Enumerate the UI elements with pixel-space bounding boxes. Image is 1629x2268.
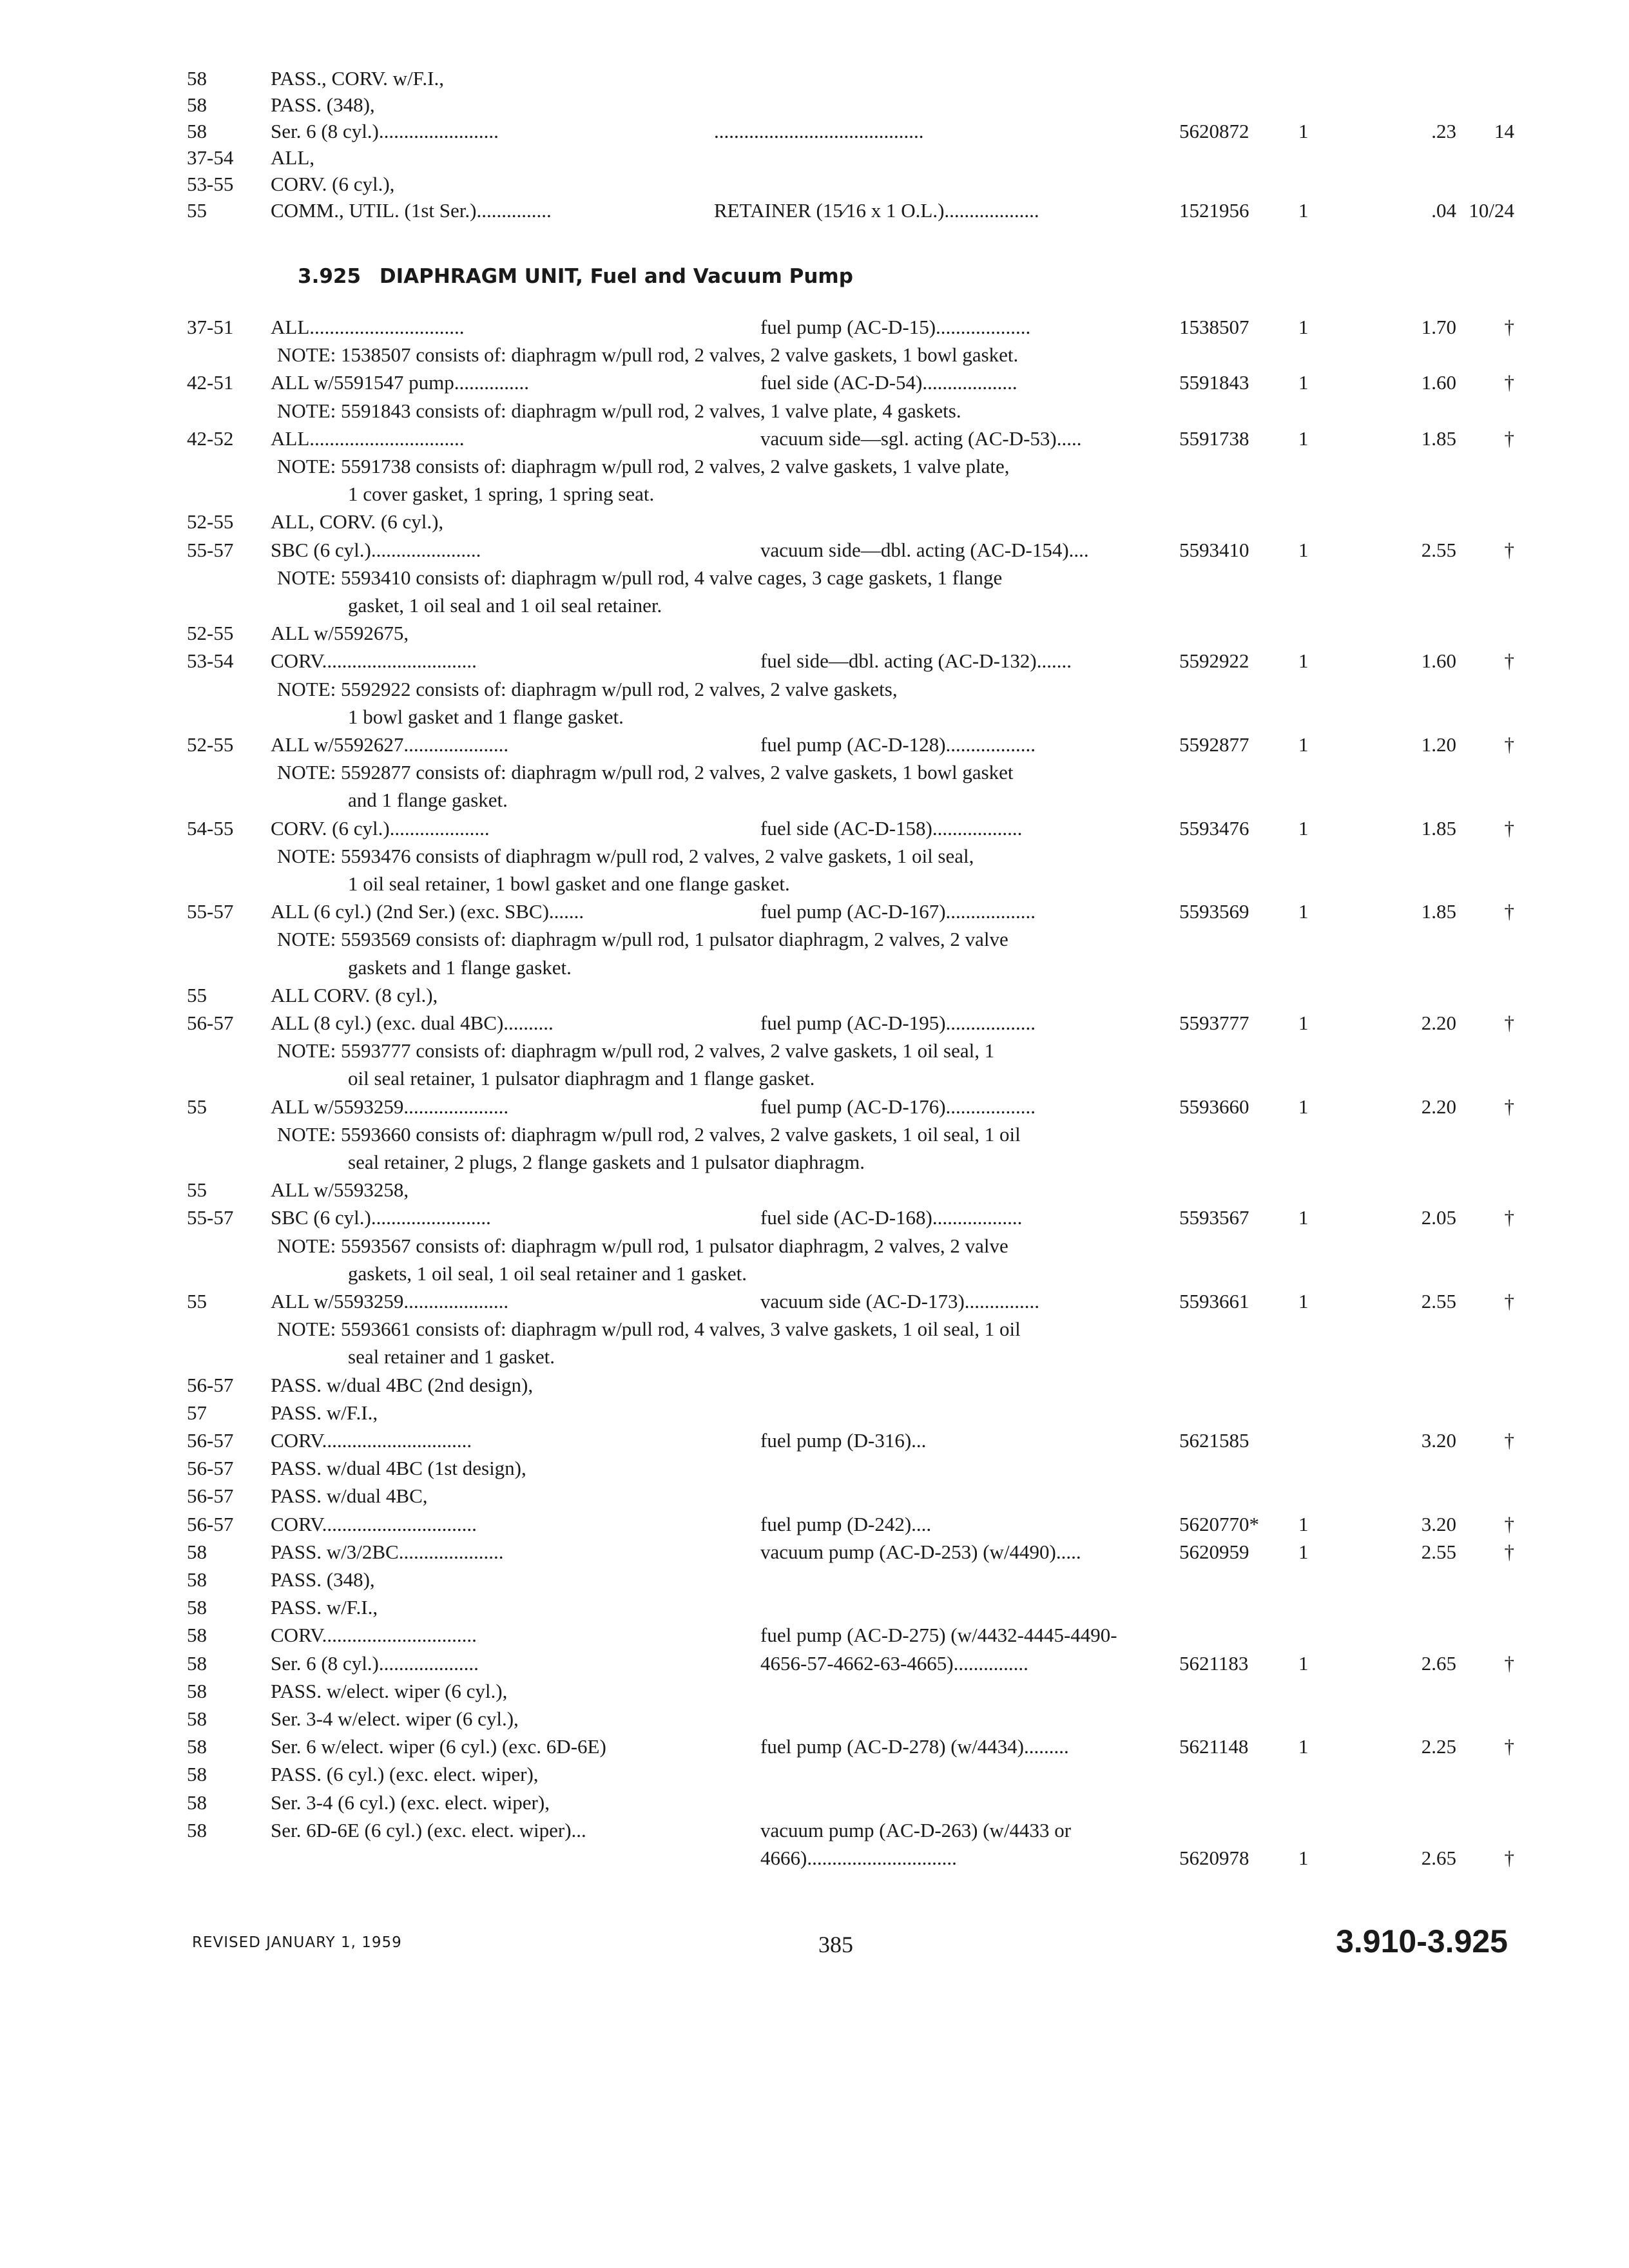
model-description: CORV.............................. [271, 1429, 472, 1452]
part-row [0, 1291, 1629, 1317]
year-range: 56-57 [187, 1485, 234, 1508]
list-price: 1.85 [1421, 816, 1456, 840]
year-range: 42-52 [187, 427, 234, 450]
part-row [0, 1180, 1629, 1206]
model-description: Ser. 6 (8 cyl.)........................ [271, 120, 499, 142]
list-price: 2.05 [1421, 1206, 1456, 1229]
price-note: † [1504, 649, 1514, 673]
price-note: † [1504, 1540, 1514, 1563]
quantity: 1 [1298, 900, 1309, 923]
list-price: 2.55 [1421, 1540, 1456, 1563]
part-row [0, 651, 1629, 677]
note-text: 1 bowl gasket and 1 flange gasket. [348, 705, 624, 728]
year-range: 55 [187, 983, 207, 1006]
part-row [0, 1597, 1629, 1623]
year-range: 55-57 [187, 1206, 234, 1229]
part-number: 1538507 [1179, 316, 1249, 338]
part-description: fuel pump (D-316)... [760, 1429, 927, 1452]
price-note: † [1504, 1290, 1514, 1312]
note-text: 1 cover gasket, 1 spring, 1 spring seat. [348, 483, 655, 506]
model-description: PASS. w/dual 4BC (2nd design), [271, 1373, 534, 1396]
part-description: 4666).............................. [760, 1847, 957, 1869]
model-description: ALL w/5593259..................... [271, 1095, 509, 1118]
part-number: 5593410 [1179, 538, 1249, 561]
note-line [0, 1124, 1629, 1150]
price-note: † [1504, 1651, 1514, 1675]
note-line [0, 1068, 1629, 1094]
list-price: 1.60 [1421, 649, 1456, 673]
quantity: 1 [1298, 816, 1309, 840]
model-description: ALL............................... [271, 316, 465, 338]
price-note: † [1504, 816, 1514, 840]
part-description: fuel side—dbl. acting (AC-D-132)....... [760, 649, 1072, 673]
list-price: 2.65 [1421, 1651, 1456, 1675]
price-note: † [1504, 1735, 1514, 1758]
year-range: 58 [187, 1763, 207, 1786]
quantity: 1 [1298, 1290, 1309, 1312]
note-line [0, 707, 1629, 733]
year-range: 55-57 [187, 900, 234, 923]
part-number: 5591843 [1179, 371, 1249, 394]
model-description: COMM., UTIL. (1st Ser.)............... [271, 199, 552, 222]
year-range: 58 [187, 1707, 207, 1730]
year-range: 54-55 [187, 816, 234, 840]
part-row [0, 121, 1629, 147]
list-price: 2.20 [1421, 1095, 1456, 1118]
quantity: 1 [1298, 1095, 1309, 1118]
quantity: 1 [1298, 733, 1309, 756]
list-price: 1.85 [1421, 900, 1456, 923]
list-price: 1.85 [1421, 427, 1456, 450]
part-number: 5592922 [1179, 649, 1249, 673]
part-row [0, 540, 1629, 566]
part-row [0, 1848, 1629, 1874]
part-number: 1521956 [1179, 199, 1249, 222]
part-row [0, 200, 1629, 226]
list-price: .23 [1431, 120, 1456, 142]
page-number: 385 [818, 1932, 853, 1957]
year-range: 57 [187, 1401, 207, 1424]
model-description: ALL CORV. (8 cyl.), [271, 983, 438, 1006]
year-range: 58 [187, 1540, 207, 1563]
note-line [0, 1152, 1629, 1178]
note-text: NOTE: 5591843 consists of: diaphragm w/pull rod, 2 valves, 1 valve plate, 4 gaskets. [277, 399, 961, 422]
model-description: PASS., CORV. w/F.I., [271, 67, 444, 90]
part-row [0, 1736, 1629, 1762]
part-description: 4656-57-4662-63-4665)............... [760, 1651, 1028, 1675]
part-description: vacuum side—dbl. acting (AC-D-154).... [760, 538, 1089, 561]
price-note: † [1504, 316, 1514, 338]
part-number: 5593567 [1179, 1206, 1249, 1229]
part-row [0, 985, 1629, 1011]
note-line [0, 345, 1629, 370]
note-line [0, 846, 1629, 872]
year-range: 58 [187, 120, 207, 142]
part-row [0, 372, 1629, 398]
model-description: ALL w/5591547 pump............... [271, 371, 529, 394]
section-heading [298, 267, 853, 287]
part-number: 5593660 [1179, 1095, 1249, 1118]
part-row [0, 1207, 1629, 1233]
note-text: NOTE: 5592877 consists of: diaphragm w/pull rod, 2 valves, 2 valve gaskets, 1 bowl gasket [277, 761, 1014, 784]
part-row [0, 1375, 1629, 1401]
model-description: Ser. 6D-6E (6 cyl.) (exc. elect. wiper)... [271, 1818, 586, 1841]
part-description: vacuum side—sgl. acting (AC-D-53)..... [760, 427, 1082, 450]
part-row [0, 1430, 1629, 1456]
price-note: † [1504, 733, 1514, 756]
model-description: Ser. 3-4 (6 cyl.) (exc. elect. wiper), [271, 1791, 550, 1814]
price-note: † [1504, 371, 1514, 394]
year-range: 58 [187, 1568, 207, 1591]
year-range: 58 [187, 93, 207, 116]
list-price: 2.55 [1421, 538, 1456, 561]
model-description: ALL (8 cyl.) (exc. dual 4BC).......... [271, 1012, 554, 1034]
part-number: 5593661 [1179, 1290, 1249, 1312]
part-row [0, 1542, 1629, 1568]
year-range: 52-55 [187, 510, 234, 533]
part-row [0, 1486, 1629, 1512]
part-number: 5591738 [1179, 427, 1249, 450]
model-description: PASS. (348), [271, 1568, 375, 1591]
quantity: 1 [1298, 371, 1309, 394]
note-text: NOTE: 5593777 consists of: diaphragm w/pull rod, 2 valves, 2 valve gaskets, 1 oil seal, 1 [277, 1039, 995, 1062]
note-text: NOTE: 5591738 consists of: diaphragm w/pull rod, 2 valves, 2 valve gaskets, 1 valve plate, [277, 455, 1010, 477]
model-description: CORV............................... [271, 1512, 477, 1535]
model-description: ALL, CORV. (6 cyl.), [271, 510, 444, 533]
model-description: Ser. 6 w/elect. wiper (6 cyl.) (exc. 6D-6E) [271, 1735, 606, 1758]
part-description: fuel side (AC-D-158).................. [760, 816, 1023, 840]
part-number: 5620959 [1179, 1540, 1249, 1563]
part-row [0, 1709, 1629, 1735]
year-range: 55-57 [187, 538, 234, 561]
note-line [0, 1319, 1629, 1345]
part-row [0, 1764, 1629, 1790]
part-row [0, 1403, 1629, 1428]
part-description: fuel pump (AC-D-278) (w/4434)......... [760, 1735, 1069, 1758]
note-line [0, 595, 1629, 621]
note-line [0, 874, 1629, 899]
quantity: 1 [1298, 316, 1309, 338]
note-text: NOTE: 5592922 consists of: diaphragm w/pull rod, 2 valves, 2 valve gaskets, [277, 677, 898, 700]
year-range: 37-54 [187, 146, 234, 169]
note-text: gasket, 1 oil seal and 1 oil seal retainer. [348, 594, 662, 617]
part-number: 5620872 [1179, 120, 1249, 142]
model-description: PASS. w/dual 4BC (1st design), [271, 1457, 526, 1480]
model-description: SBC (6 cyl.)........................ [271, 1206, 491, 1229]
part-row [0, 1570, 1629, 1595]
year-range: 55 [187, 1095, 207, 1118]
quantity: 1 [1298, 120, 1309, 142]
year-range: 58 [187, 1791, 207, 1814]
model-description: Ser. 3-4 w/elect. wiper (6 cyl.), [271, 1707, 519, 1730]
year-range: 55 [187, 1178, 207, 1202]
model-description: SBC (6 cyl.)...................... [271, 538, 481, 561]
part-description: fuel side (AC-D-168).................. [760, 1206, 1023, 1229]
year-range: 58 [187, 1624, 207, 1647]
model-description: ALL............................... [271, 427, 465, 450]
part-row [0, 623, 1629, 649]
part-description: fuel pump (AC-D-128).................. [760, 733, 1036, 756]
price-note: † [1504, 538, 1514, 561]
price-note: 14 [1494, 120, 1514, 142]
note-line [0, 1236, 1629, 1262]
model-description: PASS. w/3/2BC..................... [271, 1540, 504, 1563]
part-number: 5593777 [1179, 1012, 1249, 1034]
price-note: 10/24 [1469, 199, 1514, 222]
part-number: 5621148 [1179, 1735, 1249, 1758]
part-row [0, 1097, 1629, 1122]
part-description: vacuum side (AC-D-173)............... [760, 1290, 1040, 1312]
part-row [0, 1625, 1629, 1651]
part-description: fuel pump (AC-D-275) (w/4432-4445-4490- [760, 1624, 1117, 1647]
part-number: 5593476 [1179, 816, 1249, 840]
model-description: ALL (6 cyl.) (2nd Ser.) (exc. SBC)....... [271, 900, 584, 923]
note-line [0, 401, 1629, 427]
model-description: ALL w/5592627..................... [271, 733, 509, 756]
list-price: 1.70 [1421, 316, 1456, 338]
part-row [0, 68, 1629, 94]
part-row [0, 1820, 1629, 1846]
part-number: 5620978 [1179, 1847, 1249, 1869]
price-note: † [1504, 1206, 1514, 1229]
quantity: 1 [1298, 538, 1309, 561]
note-text: and 1 flange gasket. [348, 789, 508, 812]
year-range: 52-55 [187, 622, 234, 645]
part-description: fuel pump (D-242).... [760, 1512, 932, 1535]
year-range: 56-57 [187, 1373, 234, 1396]
part-description: vacuum pump (AC-D-263) (w/4433 or [760, 1818, 1072, 1841]
part-description: fuel pump (AC-D-195).................. [760, 1012, 1036, 1034]
part-description: fuel pump (AC-D-176).................. [760, 1095, 1036, 1118]
note-text: NOTE: 5593661 consists of: diaphragm w/pull rod, 4 valves, 3 valve gaskets, 1 oil seal, 1 oil [277, 1318, 1021, 1341]
year-range: 56-57 [187, 1429, 234, 1452]
note-text: seal retainer and 1 gasket. [348, 1345, 555, 1369]
year-range: 58 [187, 67, 207, 90]
list-price: 2.65 [1421, 1847, 1456, 1869]
model-description: CORV. (6 cyl.).................... [271, 816, 490, 840]
price-note: † [1504, 1429, 1514, 1452]
model-description: PASS. (6 cyl.) (exc. elect. wiper), [271, 1763, 539, 1786]
model-description: CORV............................... [271, 1624, 477, 1647]
year-range: 56-57 [187, 1512, 234, 1535]
model-description: CORV. (6 cyl.), [271, 173, 395, 195]
year-range: 55 [187, 1290, 207, 1312]
part-description: fuel pump (AC-D-15)................... [760, 316, 1031, 338]
part-row [0, 735, 1629, 760]
part-description: vacuum pump (AC-D-253) (w/4490)..... [760, 1540, 1081, 1563]
note-line [0, 456, 1629, 482]
year-range: 58 [187, 1679, 207, 1702]
model-description: PASS. w/elect. wiper (6 cyl.), [271, 1679, 508, 1702]
part-description: fuel side (AC-D-54)................... [760, 371, 1017, 394]
part-number: 5593569 [1179, 900, 1249, 923]
part-row [0, 818, 1629, 844]
year-range: 58 [187, 1818, 207, 1841]
part-row [0, 901, 1629, 927]
year-range: 58 [187, 1735, 207, 1758]
model-description: ALL w/5593259..................... [271, 1290, 509, 1312]
note-line [0, 929, 1629, 955]
quantity: 1 [1298, 1847, 1309, 1869]
note-text: 1 oil seal retainer, 1 bowl gasket and one flange gasket. [348, 872, 790, 895]
model-description: CORV............................... [271, 649, 477, 673]
note-text: NOTE: 5593410 consists of: diaphragm w/pull rod, 4 valve cages, 3 cage gaskets, 1 flange [277, 566, 1003, 589]
note-line [0, 568, 1629, 593]
section-title-text: DIAPHRAGM UNIT, Fuel and Vacuum Pump [379, 265, 853, 288]
year-range: 37-51 [187, 316, 234, 338]
year-range: 52-55 [187, 733, 234, 756]
part-row [0, 1514, 1629, 1540]
part-number: 5621183 [1179, 1651, 1249, 1675]
part-row [0, 174, 1629, 200]
section-range: 3.910-3.925 [1336, 1923, 1508, 1959]
list-price: 2.55 [1421, 1290, 1456, 1312]
part-row [0, 317, 1629, 343]
list-price: 1.60 [1421, 371, 1456, 394]
quantity: 1 [1298, 649, 1309, 673]
note-line [0, 1264, 1629, 1289]
year-range: 53-55 [187, 173, 234, 195]
note-line [0, 1347, 1629, 1372]
quantity: 1 [1298, 1206, 1309, 1229]
note-line [0, 1041, 1629, 1066]
quantity: 1 [1298, 1012, 1309, 1034]
note-line [0, 957, 1629, 983]
model-description: PASS. w/F.I., [271, 1596, 378, 1619]
year-range: 55 [187, 199, 207, 222]
price-note: † [1504, 1847, 1514, 1869]
part-number: 5592877 [1179, 733, 1249, 756]
note-line [0, 790, 1629, 816]
year-range: 56-57 [187, 1012, 234, 1034]
part-number: 5621585 [1179, 1429, 1249, 1452]
model-description: PASS. w/dual 4BC, [271, 1485, 428, 1508]
model-description: ALL w/5593258, [271, 1178, 409, 1202]
price-note: † [1504, 427, 1514, 450]
year-range: 53-54 [187, 649, 234, 673]
note-text: oil seal retainer, 1 pulsator diaphragm and 1 flange gasket. [348, 1067, 815, 1090]
note-text: NOTE: 5593569 consists of: diaphragm w/pull rod, 1 pulsator diaphragm, 2 valves, 2 valve [277, 928, 1008, 951]
year-range: 58 [187, 1596, 207, 1619]
note-line [0, 484, 1629, 510]
part-row [0, 95, 1629, 120]
model-description: PASS. w/F.I., [271, 1401, 378, 1424]
part-row [0, 148, 1629, 173]
model-description: Ser. 6 (8 cyl.).................... [271, 1651, 479, 1675]
part-row [0, 428, 1629, 454]
list-price: .04 [1431, 199, 1456, 222]
part-row [0, 1458, 1629, 1484]
list-price: 3.20 [1421, 1512, 1456, 1535]
part-row [0, 1681, 1629, 1707]
part-description: RETAINER (15⁄16 x 1 O.L.)................... [714, 199, 1039, 222]
quantity: 1 [1298, 199, 1309, 222]
revision-date: REVISED JANUARY 1, 1959 [192, 1934, 402, 1951]
price-note: † [1504, 1095, 1514, 1118]
part-row [0, 512, 1629, 537]
note-text: gaskets, 1 oil seal, 1 oil seal retainer and 1 gasket. [348, 1262, 747, 1285]
quantity: 1 [1298, 1512, 1309, 1535]
note-text: seal retainer, 2 plugs, 2 flange gaskets and 1 pulsator diaphragm. [348, 1151, 865, 1173]
price-note: † [1504, 1512, 1514, 1535]
price-note: † [1504, 900, 1514, 923]
model-description: PASS. (348), [271, 93, 375, 116]
note-text: NOTE: 1538507 consists of: diaphragm w/pull rod, 2 valves, 2 valve gaskets, 1 bowl gasket. [277, 343, 1019, 367]
part-description: .......................................... [714, 120, 924, 142]
model-description: ALL w/5592675, [271, 622, 409, 645]
note-text: NOTE: 5593476 consists of diaphragm w/pull rod, 2 valves, 2 valve gaskets, 1 oil seal, [277, 844, 974, 867]
list-price: 1.20 [1421, 733, 1456, 756]
part-description: fuel pump (AC-D-167).................. [760, 900, 1036, 923]
note-line [0, 762, 1629, 788]
year-range: 42-51 [187, 371, 234, 394]
note-text: NOTE: 5593660 consists of: diaphragm w/pull rod, 2 valves, 2 valve gaskets, 1 oil seal, 1 oil [277, 1122, 1021, 1146]
list-price: 2.25 [1421, 1735, 1456, 1758]
note-text: NOTE: 5593567 consists of: diaphragm w/pull rod, 1 pulsator diaphragm, 2 valves, 2 valve [277, 1234, 1008, 1257]
price-note: † [1504, 1012, 1514, 1034]
part-row [0, 1792, 1629, 1818]
note-text: gaskets and 1 flange gasket. [348, 956, 572, 979]
part-number: 5620770* [1179, 1512, 1259, 1535]
section-number: 3.925 [298, 265, 361, 288]
list-price: 2.20 [1421, 1012, 1456, 1034]
quantity: 1 [1298, 427, 1309, 450]
quantity: 1 [1298, 1735, 1309, 1758]
part-row [0, 1653, 1629, 1679]
part-row [0, 1013, 1629, 1039]
year-range: 56-57 [187, 1457, 234, 1480]
note-line [0, 679, 1629, 705]
quantity: 1 [1298, 1651, 1309, 1675]
year-range: 58 [187, 1651, 207, 1675]
list-price: 3.20 [1421, 1429, 1456, 1452]
quantity: 1 [1298, 1540, 1309, 1563]
model-description: ALL, [271, 146, 315, 169]
